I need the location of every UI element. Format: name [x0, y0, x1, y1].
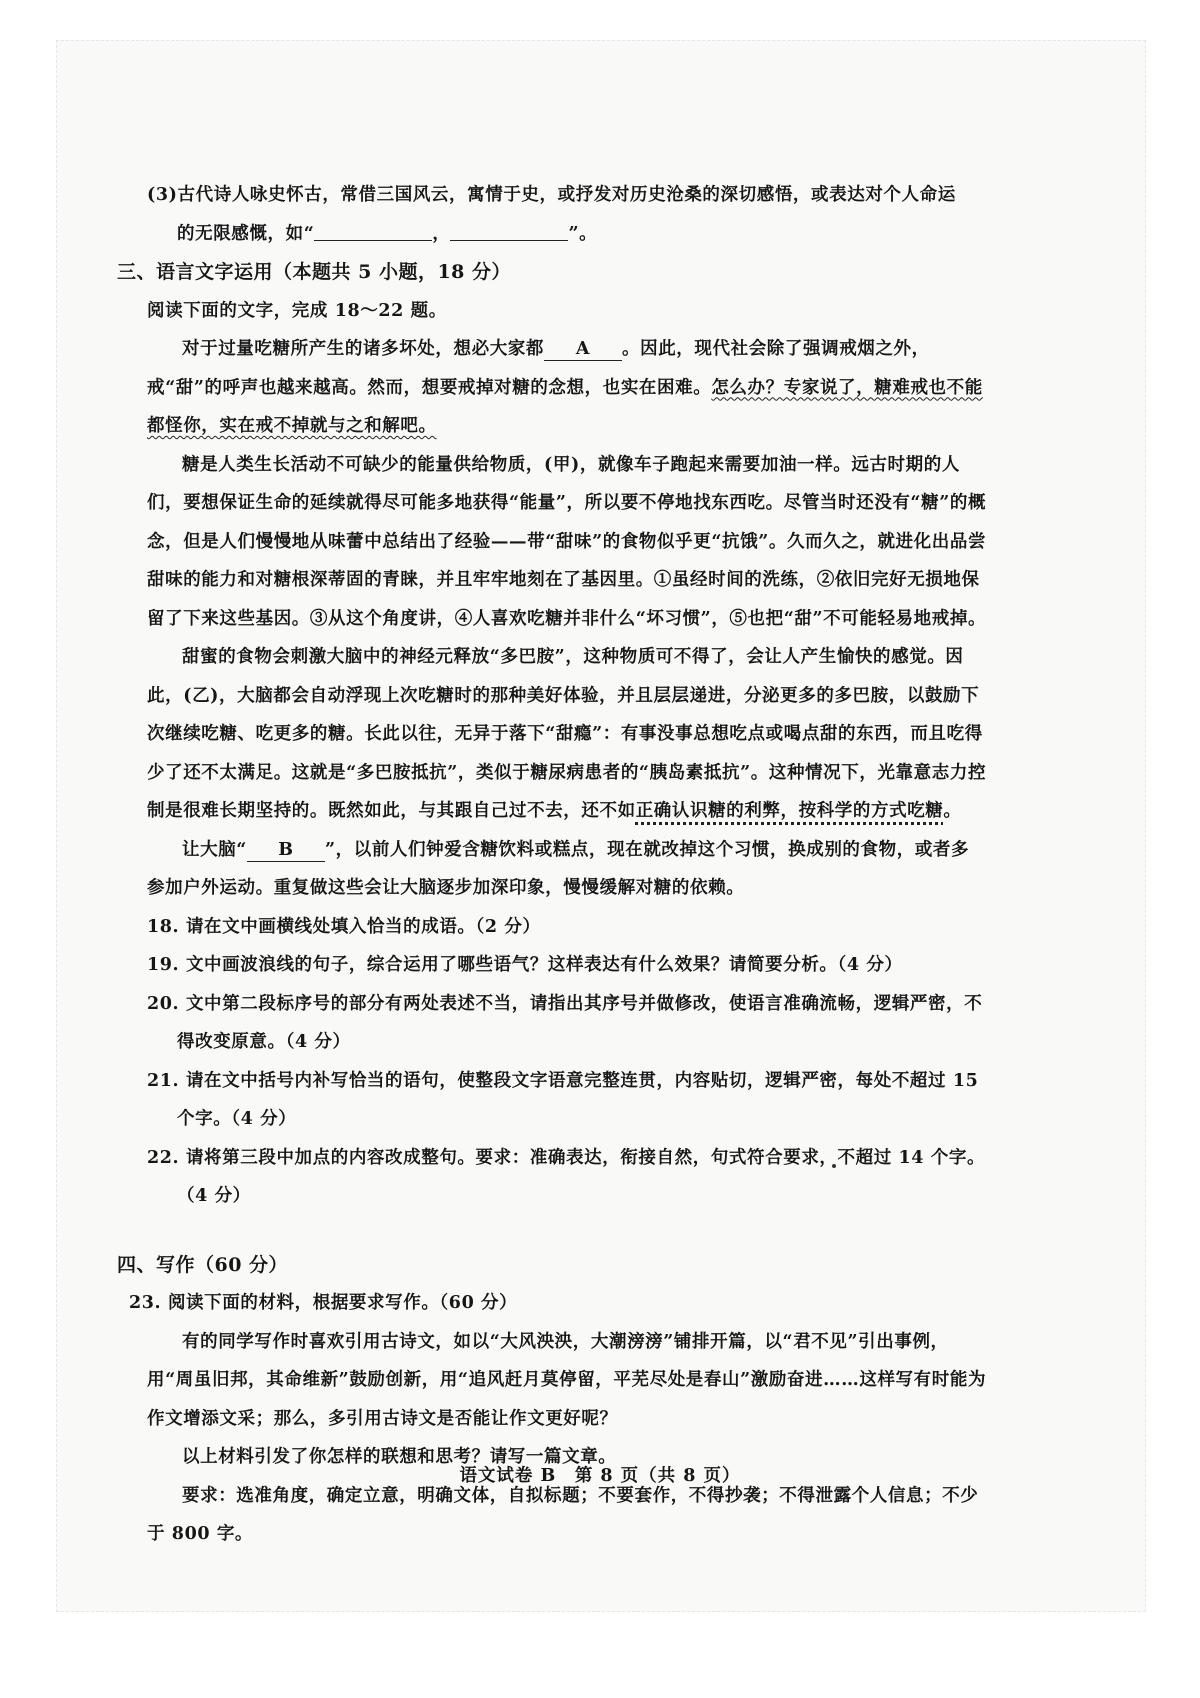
question-23: 23. 阅读下面的材料，根据要求写作。（60 分） — [129, 1293, 518, 1313]
passage-paragraph-1 — [147, 330, 987, 446]
q17-3-suffix: ”。 — [568, 223, 598, 244]
p1-text: 对于过量吃糖所产生的诸多坏处，想必大家都 — [182, 339, 544, 359]
question-18: 18. 请在文中画横线处填入恰当的成语。（2 分） — [147, 916, 541, 937]
question-20: 20. 文中第二段标序号的部分有两处表述不当，请指出其序号并做修改，使语言准确流畅，逻辑严密，不得改变原意。（4 分） — [147, 993, 983, 1052]
p4-text: 让大脑“ — [182, 839, 247, 860]
question-list — [147, 908, 987, 1216]
writing-requirement: 要求：选准角度，确定立意，明确文体，自拟标题；不要套作，不得抄袭；不得泄露个人信息；不少于 800 字。 — [147, 1485, 979, 1544]
page-footer: 语文试卷 B 第 8 页（共 8 页） — [459, 1466, 741, 1486]
question-21: 21. 请在文中括号内补写恰当的语句，使整段文字语意完整连贯，内容贴切，逻辑严密，每处不超过 15 个字。（4 分） — [147, 1070, 979, 1129]
q17-3-line2 — [147, 215, 987, 254]
p1-text-mid: 。因此，现代社会除了强调戒烟之外，戒“甜”的呼声也越来越高。然而，想要戒掉对糖的念想，也实在困难。 — [147, 339, 930, 398]
passage-paragraph-4 — [147, 831, 987, 908]
section-4-title: 四、写作（60 分） — [117, 1253, 289, 1276]
passage-paragraph-3 — [147, 638, 987, 831]
question-19: 19. 文中画波浪线的句子，综合运用了哪些语气？这样表达有什么效果？请简要分析。（4 分） — [147, 955, 903, 975]
p3-text: 甜蜜的食物会刺激大脑中的神经元释放“多巴胺”，这种物质可不得了，会让人产生愉快的感觉。因此，(乙)，大脑都会自动浮现上次吃糖时的那种美好体验，并且层层递进，分泌更多的多巴胺，以鼓励下次继续吃糖、吃更多的糖。长此以往，无异于落下“甜瘾”：有事没事总想吃点或喝点甜的东西，而且吃得少了还不太满足。这就是“多巴胺抵抗”，类似于糖尿病患者的“胰岛素抵抗”。这种情况下，光靠意志力控制是很难长期坚持的。既然如此，与其跟自己过不去，还不如 — [147, 647, 987, 821]
p3-end: 。 — [943, 801, 962, 821]
wavy-underlined-sentence: 怎么办？专家说了，糖难戒也不能都怪你，实在戒不掉就与之和解吧。 — [147, 377, 983, 436]
dotted-emphasis-text: 正确认识糖的利弊，按科学的方式吃糖 — [635, 801, 944, 821]
q17-3-line1: (3)古代诗人咏史怀古，常借三国风云，寓情于史，或抒发对历史沧桑的深切感悟，或表达对个人命运 — [147, 185, 956, 205]
section-3-title: 三、语言文字运用（本题共 5 小题，18 分） — [117, 261, 512, 283]
p4-text-post: ”，以前人们钟爱含糖饮料或糕点，现在就改掉这个习惯，换成别的食物，或者多参加户外运动。重复做这些会让大脑逐步加深印象，慢慢缓解对糖的依赖。 — [147, 839, 970, 898]
question-17-3 — [147, 176, 987, 253]
question-22: 22. 请将第三段中加点的内容改成整句。要求：准确表达，衔接自然，句式符合要求，不超过 14 个字。（4 分） — [147, 1147, 986, 1206]
q17-3-sep: ， — [432, 223, 451, 244]
answer-blank-1[interactable] — [314, 222, 432, 241]
writing-prompt: 以上材料引发了你怎样的联想和思考？请写一篇文章。 — [182, 1447, 617, 1467]
blank-b[interactable]: B — [247, 840, 325, 862]
writing-material: 有的同学写作时喜欢引用古诗文，如以“大风泱泱，大潮滂滂”铺排开篇，以“君不见”引出事例，用“周虽旧邦，其命维新”鼓励创新，用“追风赶月莫停留，平芜尽处是春山”激励奋进……这样写有时能为作文增添文采；那么，多引用古诗文是否能让作文更好呢？ — [147, 1331, 987, 1429]
blank-a[interactable]: A — [544, 339, 622, 361]
answer-blank-2[interactable] — [450, 222, 568, 241]
q17-3-prefix: 的无限感慨，如“ — [177, 223, 315, 244]
exam-content — [117, 176, 987, 1554]
section-3-instruction: 阅读下面的文字，完成 18～22 题。 — [147, 300, 447, 321]
passage-paragraph-2: 糖是人类生长活动不可缺少的能量供给物质，(甲)，就像车子跑起来需要加油一样。远古时期的人们，要想保证生命的延续就得尽可能多地获得“能量”，所以要不停地找东西吃。尽管当时还没有“糖”的概念，但是人们慢慢地从味蕾中总结出了经验——带“甜味”的食物似乎更“抗饿”。久而久之，就进化出品尝甜味的能力和对糖根深蒂固的青睐，并且牢牢地刻在了基因里。①虽经时间的洗练，②依旧完好无损地保留了下来这些基因。③从这个角度讲，④人喜欢吃糖并非什么“坏习惯”，⑤也把“甜”不可能轻易地戒掉。 — [147, 454, 987, 629]
